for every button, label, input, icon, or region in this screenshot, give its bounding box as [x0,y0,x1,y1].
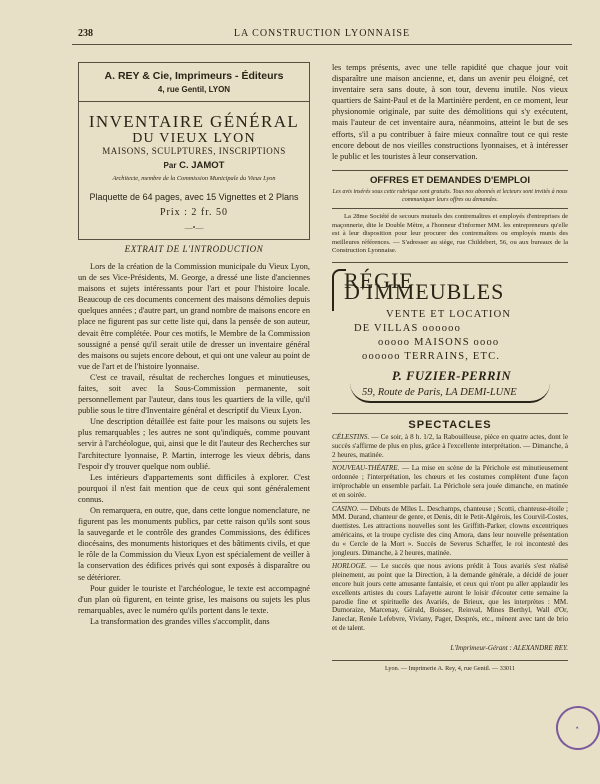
spectacle-item [332,464,568,502]
regie-line: VENTE ET LOCATION [386,308,512,320]
par-label: Par [163,161,177,171]
regie-title: RÉGIE D'IMMEUBLES [344,267,505,304]
venue: CASINO. [332,504,359,513]
spectacle-item [332,505,568,561]
spectacle-text: — La mise en scène de la Périchole est minutieusement ordonnée ; l'interprétation, les chœurs et les costumes complètent d'une façon irréprochable un ensemble parfait. La Périchole sera jouée dimanche, en matinée et en soirée. [332,464,568,499]
venue: NOUVEAU-THÉATRE. [332,464,400,473]
printer-signature: L'Imprimeur-Gérant : ALEXANDRE REY. [450,643,568,652]
job-offers-section [332,170,568,209]
regie-line: DE VILLAS oooooo [354,322,462,334]
paragraph: Une description détaillée est faite pour les maisons ou sujets les plus remarquables ; les autres ne sont qu'indiqués, comme pouvant servir à l'archéologue, qui, ainsi que le dit l'auteur des Recherches sur l'architecture lyonnaise, P. Martin, interroge les vieux débris, dans l'espoir d'y trouver quelque nom oublié. [78,417,310,471]
book-price: Prix : 2 fr. 50 [159,206,229,218]
ornament: —•— [184,222,204,232]
regie-advertisement [332,262,568,414]
library-stamp-icon: ✦ [548,698,600,758]
venue: CÉLESTINS. [332,433,370,441]
paragraph: On remarquera, en outre, que, dans cette longue nomenclature, ne figurent pas les monuments publics, par cette raison qu'ils sont sous la sauvegarde et le contrôle des grandes Commissions, des édifices diocésains, des monuments historiques et des bâtiments civils, et que le rôle de la Commission du Vieux Lyon est spécialement de veiller à la conservation des édifices privés qui sont exposés à disparaître ou se détériorer. [78,506,310,582]
divider [79,101,309,102]
book-advertisement [78,62,310,240]
offers-subtitle: Les avis insérés sous cette rubrique sont gratuits. Tous nos abonnés et lecteurs sont invités à nous communiquer leurs offres ou demandes. [332,188,568,203]
spectacle-item [332,433,568,462]
paragraph: C'est ce travail, résultat de recherches longues et minutieuses, faites, soit avec la Sous-Commission permanente, soit personnellement par l'auteur, dans tous les quartiers de la ville, qu'il publie sous le titre d'Inventaire général et descriptif du Vieux Lyon. [78,372,310,416]
author-role: Architecte, membre de la Commission Municipale du Vieux Lyon [112,175,276,183]
book-subtitle: MAISONS, SCULPTURES, INSCRIPTIONS [102,146,286,157]
section-title: EXTRAIT DE L'INTRODUCTION [124,243,264,254]
spectacle-text: — Le succès que nous avions prédit à Tous avariés s'est réalisé pleinement, au point que la Direction, à la demande générale, a décidé de jouer encore huit jours cette amusante fantaisie, et ceux qui n'ont pu aller applaudir les excellents artistes du cours Lafayette auront le loisir d'écouter cette semaine la parodie fine et spirituelle des Avariés, de Brieux, que les interprètes : MM. Dumoraize, Marcenay, Gérald, Boissec, Reinval, Mines Berthyl, Wall d'Or, Janeclar, Renée Lefebvre, Viviany, Pager, Després, etc., mènent avec tant de brio et de talent. [332,562,568,632]
left-column [78,62,310,627]
book-format: Plaquette de 64 pages, avec 15 Vignettes et 2 Plans [89,191,299,202]
regie-line: oooooo TERRAINS, ETC. [362,350,501,362]
paragraph: Les intérieurs d'appartements sont difficiles à explorer. C'est pourquoi il n'est fait mention que de ceux qui sont généralement connus. [78,472,310,504]
agency-address: 59, Route de Paris, LA DEMI-LUNE [362,386,517,398]
paragraph: les temps présents, avec une telle rapidité que chaque jour voit disparaître une maison ancienne, et, dans un avenir peu éloigné, cet inventaire sera sans doute, à son tour, devenu inutile. Nos vieux quartiers de Saint-Paul et de la Martinière perdent, en ce moment, leur physionomie originale, par suite des démolitions qui s'y exécutent, mais l'auteur de cet inventaire aura, néanmoins, atteint le but de ses efforts, s'il a pu contribuer à faire mieux connaître tout ce qui reste encore debout de nos vieilles constructions lyonnaises, et à intéresser le public et les touristes à leur conservation. [332,63,568,161]
running-title: LA CONSTRUCTION LYONNAISE [233,28,411,39]
publisher-address: 4, rue Gentil, LYON [157,85,231,95]
page-number: 238 [78,28,93,39]
venue: HORLOGE. [332,562,367,571]
offers-title: OFFRES ET DEMANDES D'EMPLOI [369,174,531,186]
agency-name: P. FUZIER-PERRIN [392,368,512,383]
paragraph: Pour guider le touriste et l'archéologue, le texte est accompagné d'un plan où figurent, en teinte grise, les maisons ou sujets les plus remarquables, avec le numéro qu'ils portent dans le texte. [78,583,310,615]
page-header [72,16,572,45]
author-name: C. JAMOT [179,160,225,172]
spectacle-text: — Ce soir, à 8 h. 1/2, la Rabouilleuse, pièce en quatre actes, dont le succès s'affirme de plus en plus, grâce à l'excellente interprétation. — Dimanche, à 2 heures, matinée. [332,433,568,459]
regie-line: ooooo MAISONS oooo [378,336,500,348]
book-author [83,160,305,171]
spectacle-text: — Débuts de Mlles L. Deschamps, chanteuse ; Scotti, chanteuse-étoile ; MM. Durand, chanteur de genre, et Denis, dit le Petit-Algérois, les Courvil-Costes, duettistes. Les attractions nouvelles sont les Griffith-Parker, clowns excentriques américains, et la troupe cycliste des cinq Amora, dans leur nouvelle présentation du « Cercle de la Mort ». Succès de Severus Schæffer, le roi incontesté des jongleurs. Dimanche, à 2 heures, matinée. [332,504,568,557]
printer-line: Lyon. — Imprimerie A. Rey, 4, rue Gentil. — 33011 [332,660,568,674]
spectacle-item [332,562,568,634]
paragraph: Lors de la création de la Commission municipale du Vieux Lyon, un de ses Vice-Présidents, M. George, a dressé une liste d'anciennes maisons et sujets intéressants pour l'art et pour l'histoire locale. Beaucoup de ces documents concernent des maisons démolies depuis quelques années ; d'autre part, un grand nombre de maisons encore en place ne figurent pas sur cette liste qui, dans la pensée de son auteur, devait être complétée. Pour ces motifs, le Membre de la Commission soussigné a pensé qu'il serait utile de dresser un inventaire général des maisons ou sujets encore debout, et qui ont une valeur au point de vue de l'art et de l'histoire lyonnaise. [78,261,310,371]
publisher-name: A. REY & Cie, Imprimeurs - Éditeurs [104,70,284,82]
book-title-line2: DU VIEUX LYON [132,131,256,147]
paragraph: La transformation des grandes villes s'accomplit, dans [90,616,270,626]
right-column [332,62,568,674]
spectacles-title: SPECTACLES [408,418,492,431]
book-title: INVENTAIRE GÉNÉRAL [88,112,300,132]
offers-text: La 28me Société de secours mutuels des contremaîtres et employés d'entreprises de maçonnerie, dite le Double Mètre, a l'honneur d'informer MM. les entrepreneurs qu'elle est à leur disposition pour leur procurer des contremaîtres ou employés munis des meilleures références. — S'adresser au siège, rue Childebert, 56, ou aux bureaux de la Construction Lyonnaise. [332,212,568,255]
